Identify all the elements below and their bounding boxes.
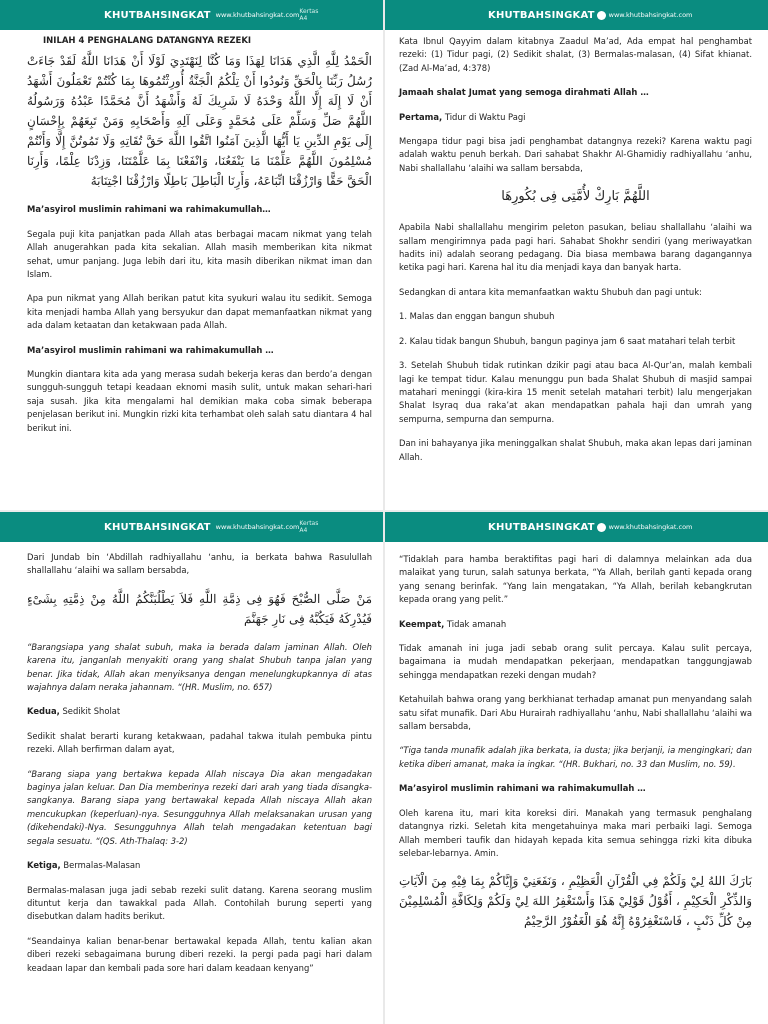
paper-size: Kertas A4 <box>299 8 319 22</box>
page-1 <box>0 0 384 512</box>
point-heading <box>27 705 372 718</box>
page-header <box>384 512 768 542</box>
brand-logo: KHUTBAHSINGKAT <box>104 521 211 533</box>
hadith-arabic: مَنْ صَلَّى الصُّبْحَ فَهُوَ فِى ذِمَّةِ اللَّهِ فَلاَ يَطْلُبَنَّكُمُ اللَّهُ مِنْ ذِمَّتِهِ بِشَىْءٍ فَيُدْرِكَهُ فَيَكُبَّهُ فِى نَارِ جَهَنَّمَ <box>27 591 372 626</box>
paragraph: Sedikit shalat berarti kurang ketakwaan, padahal takwa itulah pembuka pintu rezeki. Allah berfirman dalam ayat, <box>27 730 372 755</box>
section-heading: Ma’asyirol muslimin rahimani wa rahimakumullah … <box>27 344 274 355</box>
paragraph: “Seandainya kalian benar-benar bertawakal kepada Allah, tentu kalian akan diberi rezeki sebagaimana burung diberi rezeki. Ia pergi pada pagi hari dalam keadaan lapar dan kembali pada sore hari dalam keadaan kenyang” <box>27 935 372 973</box>
paragraph: Apa pun nikmat yang Allah berikan patut kita syukuri walau itu sedikit. Semoga kita menjadi hamba Allah yang bersyukur dan dapat memanfaatkan nikmat yang ada dalam ketaatan dan ketakwaan pada Allah. <box>27 293 372 331</box>
page-divider <box>0 510 768 512</box>
paragraph: Oleh karena itu, mari kita koreksi diri. Manakah yang termasuk penghalang datangnya rizki. Seletah kita mengetahuinya maka mari perbaiki lagi. Semoga Allah memberi taufik dan hidayah kepada kita semua sehingga rizki kita dibuka selebar-lebarnya. Amin. <box>399 807 752 858</box>
paragraph: Dari Jundab bin ‘Abdillah radhiyallahu ‘anhu, ia berkata bahwa Rasulullah shallallahu ‘alaihi wa sallam bersabda, <box>27 552 372 576</box>
brand-logo: KHUTBAHSINGKAT <box>104 9 211 21</box>
paragraph: Kata Ibnul Qayyim dalam kitabnya Zaadul Ma’ad, Ada empat hal penghambat rezeki: (1) Tidur pagi, (2) Sedikit shalat, (3) Bermalas-malasan, (4) Sifat khianat. (Zad Al-Ma’ad, 4:378) <box>399 36 752 73</box>
section-heading: Jamaah shalat Jumat yang semoga dirahmati Allah … <box>399 87 649 98</box>
hadith-arabic: اللَّهُمَّ بَارِكْ لأُمَّتِى فِى بُكُورِهَا <box>501 189 650 205</box>
paragraph: Mungkin diantara kita ada yang merasa sudah bekerja keras dan berdo’a dengan sungguh-sungguh tetapi keadaan eknomi masih sulit, untuk makan sehari-hari saja susah. Jika kita mengalami hal demikian maka coba simak beberapa penjelasan berikut ini. Mungkin rizki kita terhambat oleh salah satu diantara 4 hal berikut ini. <box>27 369 372 433</box>
point-label: Keempat, <box>399 618 445 629</box>
page-3 <box>0 512 384 1024</box>
page-header <box>0 512 384 542</box>
paragraph: Apabila Nabi shallallahu mengirim peleton pasukan, beliau shallallahu ‘alaihi wa sallam mengirimnya pada pagi hari. Sahabat Shokhr sendiri (yang meriwayatkan hadits ini) adalah seorang pedagang. Dia biasa membawa barang dagangannya ketika pagi hari. Karena hal itu dia menjadi kaya dan banyak harta. <box>399 222 752 273</box>
point-heading <box>399 111 752 124</box>
paragraph: Tidak amanah ini juga jadi sebab orang sulit percaya. Kalau sulit percaya, bagaimana ia mudah mendapatkan pekerjaan, mendapatkan tanggungjawab sehingga mendapatkan rezeki dengan mudah? <box>399 643 752 680</box>
list-item: 2. Kalau tidak bangun Shubuh, bangun paginya jam 6 saat matahari telah terbit <box>399 335 736 346</box>
paragraph: Bermalas-malasan juga jadi sebab rezeki sulit datang. Karena seorang muslim dituntut kerja dan tawakkal pada Allah. Contohilah burung seperti yang disebutkan dalam hadits berikut. <box>27 884 372 922</box>
paragraph: Sedangkan di antara kita memanfaatkan waktu Shubuh dan pagi untuk: <box>399 286 702 297</box>
point-label: Pertama, <box>399 111 443 122</box>
section-heading: Ma’asyirol muslimin rahimani wa rahimakumullah… <box>27 204 271 215</box>
page-4 <box>384 512 768 1024</box>
point-heading <box>27 859 372 872</box>
brand-logo: KHUTBAHSINGKAT <box>488 9 595 21</box>
closing-arabic: بَارَكَ اللهُ لِيْ وَلَكُمْ فِي الْقُرْآنِ الْعَظِيْمِ ، وَنَفَعَنِيْ وَإِيَّاكُمْ بِمَا فِيْهِ مِنَ الْآيَاتِ وَالذِّكْرِ الْحَكِيْمِ ، أَقُوْلُ قَوْلِيْ هَذَا وَأَسْتَغْفِرُ اللهَ لِيْ وَلَكُمْ وَلِكَافَّةِ الْمُسْلِمِيْنَ مِنْ كُلِّ ذَنْبٍ ، فَاسْتَغْفِرُوْهُ إِنَّهُ هُوَ الْغَفُوْرُ الرَّحِيْمُ <box>399 874 752 929</box>
quote: “Barang siapa yang bertakwa kepada Allah niscaya Dia akan mengadakan baginya jalan keluar. Dan Dia memberinya rezeki dari arah yang tiada disangka-sangkanya. Barang siapa yang bertawakal kepada Allah niscaya Allah akan mencukupkan (keperluan)-nya. Sesungguhnya Allah melaksanakan urusan yang (dikehendaki)-Nya. Sesungguhnya Allah telah mengadakan ketentuan bagi segala sesuatu. “(QS. Ath-Thalaq: 3-2) <box>27 768 372 846</box>
paragraph: Ketahuilah bahwa orang yang berkhianat terhadap amanat pun menyandang salah satu sifat munafik. Dari Abu Hurairah radhiyallahu ‘anhu, Nabi shallallahu ‘alaihi wa sallam bersabda, <box>399 694 752 732</box>
point-text: Bermalas-Malasan <box>60 860 141 871</box>
page-2 <box>384 0 768 512</box>
point-label: Kedua, <box>27 706 60 717</box>
page-title: INILAH 4 PENGHALANG DATANGNYA REZEKI <box>43 36 252 46</box>
paragraph: “Tidaklah para hamba beraktifitas pagi hari di dalamnya melainkan ada dua malaikat yang turun, salah satunya berkata, “Ya Allah, berilah ganti kepada orang yang senang berinfak. “Yang lain mengatakan, “Ya Allah, berilah kebangkrutan kepada orang yang pelit.” <box>399 554 752 605</box>
point-heading <box>399 618 752 631</box>
site-url[interactable]: www.khutbahsingkat.com <box>215 523 300 531</box>
page-divider <box>383 0 385 1024</box>
paragraph: Dan ini bahayanya jika meninggalkan shalat Shubuh, maka akan lepas dari jaminan Allah. <box>399 438 752 462</box>
point-text: Tidak amanah <box>444 618 507 629</box>
list-item: 1. Malas dan enggan bangun shubuh <box>399 311 555 322</box>
site-url[interactable]: www.khutbahsingkat.com <box>215 11 300 19</box>
globe-icon <box>597 523 606 532</box>
page-header <box>0 0 384 30</box>
quote: “Tiga tanda munafik adalah jika berkata, ia dusta; jika berjanji, ia mengingkari; dan ketika diberi amanat, maka ia ingkar. “(HR. Bukhari, no. 33 dan Muslim, no. 59). <box>399 745 752 769</box>
point-label: Ketiga, <box>27 860 61 871</box>
paragraph: Mengapa tidur pagi bisa jadi penghambat datangnya rezeki? Karena waktu pagi adalah waktu penuh berkah. Dari sahabat Shakhr Al-Ghamidiy radhiyallahu ‘anhu, Nabi shallallahu ‘alaihi wa sallam bersabda, <box>399 136 752 173</box>
brand-logo: KHUTBAHSINGKAT <box>488 521 595 533</box>
point-text: Tidur di Waktu Pagi <box>442 111 526 122</box>
paragraph: Segala puji kita panjatkan pada Allah atas berbagai macam nikmat yang telah Allah anugerahkan pada kita sekalian. Allah masih memberikan kita nikmat sehat, umur panjang. Juga lebih dari itu, kita masih diberikan nikmat iman dan Islam. <box>27 228 372 280</box>
globe-icon <box>597 11 606 20</box>
site-url[interactable]: www.khutbahsingkat.com <box>608 11 693 19</box>
quote: “Barangsiapa yang shalat subuh, maka ia berada dalam jaminan Allah. Oleh karena itu, janganlah menyakiti orang yang shalat Shubuh tanpa jalan yang benar. Jika tidak, Allah akan menyiksanya dengan menelungkupkannya di atas wajahnya dalam neraka jahannam. “(HR. Muslim, no. 657) <box>27 641 372 693</box>
paper-size: Kertas A4 <box>299 520 319 534</box>
page-header <box>384 0 768 30</box>
site-url[interactable]: www.khutbahsingkat.com <box>608 523 693 531</box>
opening-arabic: الْحَمْدُ لِلَّهِ الَّذِي هَدَانَا لِهَذَا وَمَا كُنَّا لِنَهْتَدِيَ لَوْلَا أَنْ هَدَانَا اللَّهُ لَقَدْ جَاءَتْ رُسُلُ رَبِّنَا بِالْحَقِّ وَنُودُوا أَنْ تِلْكُمُ الْجَنَّةُ أُورِثْتُمُوهَا بِمَا كُنْتُمْ تَعْمَلُونَ أَشْهَدُ أَنْ لَا إِلَهَ إِلَّا اللَّهُ وَحْدَهُ لَا شَرِيكَ لَهُ وَأَشْهَدُ أَنَّ مُحَمَّدًا عَبْدُهُ وَرَسُولُهُ اللَّهُمَّ صَلِّ وَسَلِّمْ عَلَى مُحَمَّدٍ وَعَلَى آلِهِ وَأَصْحَابِهِ وَمَنْ تَبِعَهُمْ بِإِحْسَانٍ إِلَى يَوْمِ الدِّينِ يَا أَيُّهَا الَّذِينَ آمَنُوا اتَّقُوا اللَّهَ حَقَّ تُقَاتِهِ وَلَا تَمُوتُنَّ إِلَّا وَأَنْتُمْ مُسْلِمُونَ اللَّهُمَّ عَلِّمْنَا مَا يَنْفَعُنَا، وَانْفَعْنَا بِمَا عَلَّمْتَنَا، وَزِدْنَا عِلْمًا، وَأَرِنَا الْحَقَّ حَقًّا وَارْزُقْنَا اتِّبَاعَهُ، وَأَرِنَا الْبَاطِلَ بَاطِلًا وَارْزُقْنَا اجْتِنَابَهُ <box>27 54 372 189</box>
point-text: Sedikit Sholat <box>59 706 121 717</box>
section-heading: Ma’asyirol muslimin rahimani wa rahimakumullah … <box>399 783 646 794</box>
list-item: 3. Setelah Shubuh tidak rutinkan dzikir pagi atau baca Al-Qur’an, malah kembali lagi ke tempat tidur. Kalau menunggu pun bada Shalat Shubuh di masjid sampai matahari meninggi (kira-kira 15 menit setelah matahari terbit) lalu mengerjakan Shalat Isyraq dua raka’at akan mendapatkan pahala haji dan umrah yang sempurna, sempurna dan sempurna. <box>399 360 752 424</box>
